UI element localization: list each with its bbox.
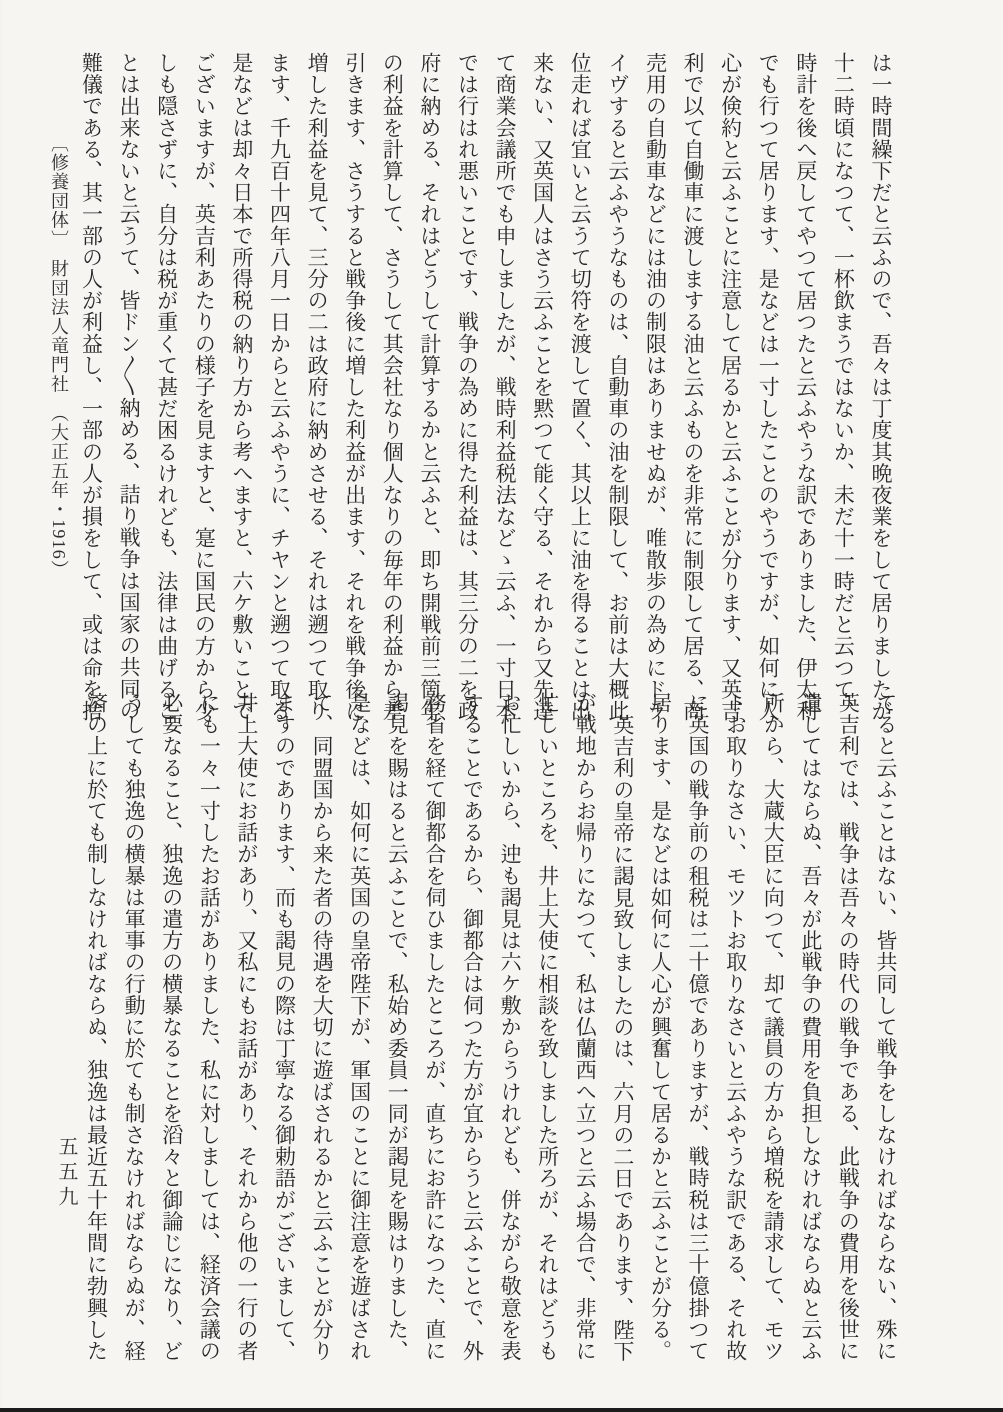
text-column: 府に納める、それはどうして計算するかと云ふと、即ち開戦前三箇年 <box>417 52 442 722</box>
text-column: 利で以て自働車に渡しまする油と云ふものを非常に制限して居る、商 <box>681 52 706 722</box>
text-column: 難儀である、其一部の人が利益し、一部の人が損をして、或は命を捨 <box>79 52 104 722</box>
text-column: では行はれ悪いことです、戦争の為めに得た利益は、其三分の二を政 <box>455 52 480 722</box>
text-column: でも行つて居ります、是などは一寸したことのやうですが、如何に人 <box>756 52 781 722</box>
text-column: 忙しいところを、井上大使に相談を致しました所ろが、それはどうも <box>535 692 560 1362</box>
text-column: 是などは却々日本で所得税の納り方から考へますと、六ケ敷いことで <box>229 52 254 722</box>
text-column: 十二時頃になつて、一杯飲まうではないか、未だ十一時だと云つて、 <box>831 52 856 722</box>
source-caption: 〔修養団体〕 財団法人竜門社 （大正五年・1916） <box>49 134 69 580</box>
text-column: 務省を経て御都合を伺ひましたところが、直ちにお許になつた、直に <box>422 692 447 1362</box>
text-column: 居ります、是などは如何に人心が興奮して居るかと云ふことが分る。 <box>648 692 673 1362</box>
text-column: ます、千九百十四年八月一日からと云ふやうに、チヤンと遡つて取る <box>267 52 292 722</box>
text-column: 遺してはならぬ、吾々が此戦争の費用を負担しなければならぬと云ふ <box>798 692 823 1362</box>
text-column: とは出来ないと云うて、皆ドン〳〵納める、詰り戦争は国家の共同の <box>117 52 142 721</box>
text-column: にも一々一寸したお話がありました、私に対しましては、経済会議の <box>197 692 222 1362</box>
text-column: て商業会議所でも申しましたが、戦時利益税法などゝ云ふ、一寸日本 <box>493 52 518 722</box>
text-column: うしても独逸の横暴は軍事の行動に於ても制さなければならぬが、経 <box>122 692 147 1362</box>
text-column: ますのであります、而も謁見の際は丁寧なる御勅語がございまして、 <box>272 692 297 1362</box>
page-number: 五五九 <box>55 1136 77 1211</box>
text-column: 増した利益を見て、三分の二は政府に納めさせる、それは遡つて取り <box>305 52 330 722</box>
text-column: 引きます、さうすると戦争後に増した利益が出ます、それを戦争後に <box>342 52 367 722</box>
text-column: の利益を計算して、さうして其会社なり個人なりの毎年の利益から差 <box>380 52 405 722</box>
text-column: て、同盟国から来た者の待遇を大切に遊ばされるかと云ふことが分り <box>310 692 335 1362</box>
text-column: に英国の戦争前の租税は二十億でありますが、戦時税は三十億掛つて <box>686 692 711 1362</box>
text-column: 是などは、如何に英国の皇帝陛下が、軍国のことに御注意を遊ばされ <box>347 692 372 1362</box>
text-column: は一時間繰下だと云ふので、吾々は丁度其晩夜業をして居りましたが <box>869 52 893 722</box>
text-column: イヴすると云ふやうなものは、自動車の油を制限して、お前は大概此 <box>605 52 630 722</box>
text-column: しも隠さずに、自分は税が重くて甚だ困るけれども、法律は曲げるこ <box>154 52 179 722</box>
text-column: が戦地からお帰りになつて、私は仏蘭西へ立つと云ふ場合で、非常に <box>573 692 598 1362</box>
top-text-block <box>72 52 899 722</box>
text-column: トお取りなさい、モツトお取りなさいと云ふやうな訳である、それ故 <box>723 692 748 1362</box>
text-column: ございますが、英吉利あたりの様子を見ますと、寔に国民の方から少 <box>192 52 217 722</box>
scan-edge-line <box>0 1408 1003 1412</box>
text-column: お忙しいから、迚も謁見は六ケ敷からうけれども、併ながら敬意を表 <box>498 692 523 1362</box>
text-column: 時計を後へ戻してやつて居つたと云ふやうな訳でありました、伊太利 <box>793 52 818 722</box>
text-column: することであるから、御都合は伺つた方が宜からうと云ふことで、外 <box>460 692 485 1362</box>
text-column: 心が倹約と云ふことに注意して居るかと云ふことが分ります、又英吉 <box>718 52 743 722</box>
text-column: 必要なること、独逸の遣方の横暴なることを滔々と御論じになり、ど <box>159 692 184 1362</box>
text-column: 英吉利では、戦争は吾々の時代の戦争である、此戦争の費用を後世に <box>836 692 861 1362</box>
text-column: 英吉利の皇帝に謁見致しましたのは、六月の二日であります、陛下 <box>610 714 635 1362</box>
text-column: 位走れば宜いと云うて切符を渡して置く、其以上に油を得ることは出 <box>568 52 593 722</box>
text-column: てると云ふことはない、皆共同して戦争をしなければならない、殊に <box>874 692 898 1362</box>
text-column: 謁見を賜はると云ふことで、私始め委員一同が謁見を賜はりました、 <box>385 692 410 1362</box>
bottom-text-block <box>77 692 904 1362</box>
text-column: 井上大使にお話があり、又私にもお話があり、それから他の一行の者 <box>234 692 259 1362</box>
text-column: 所から、大蔵大臣に向つて、却て議員の方から増税を請求して、モツ <box>761 692 786 1362</box>
text-column: 済の上に於ても制しなければならぬ、独逸は最近五十年間に勃興した <box>84 692 109 1362</box>
text-column: 売用の自動車などには油の制限はありませぬが、唯散歩の為めにドラ <box>643 52 668 722</box>
text-column: 来ない、又英国人はさう云ふことを黙つて能く守る、それから又先達 <box>530 52 555 722</box>
